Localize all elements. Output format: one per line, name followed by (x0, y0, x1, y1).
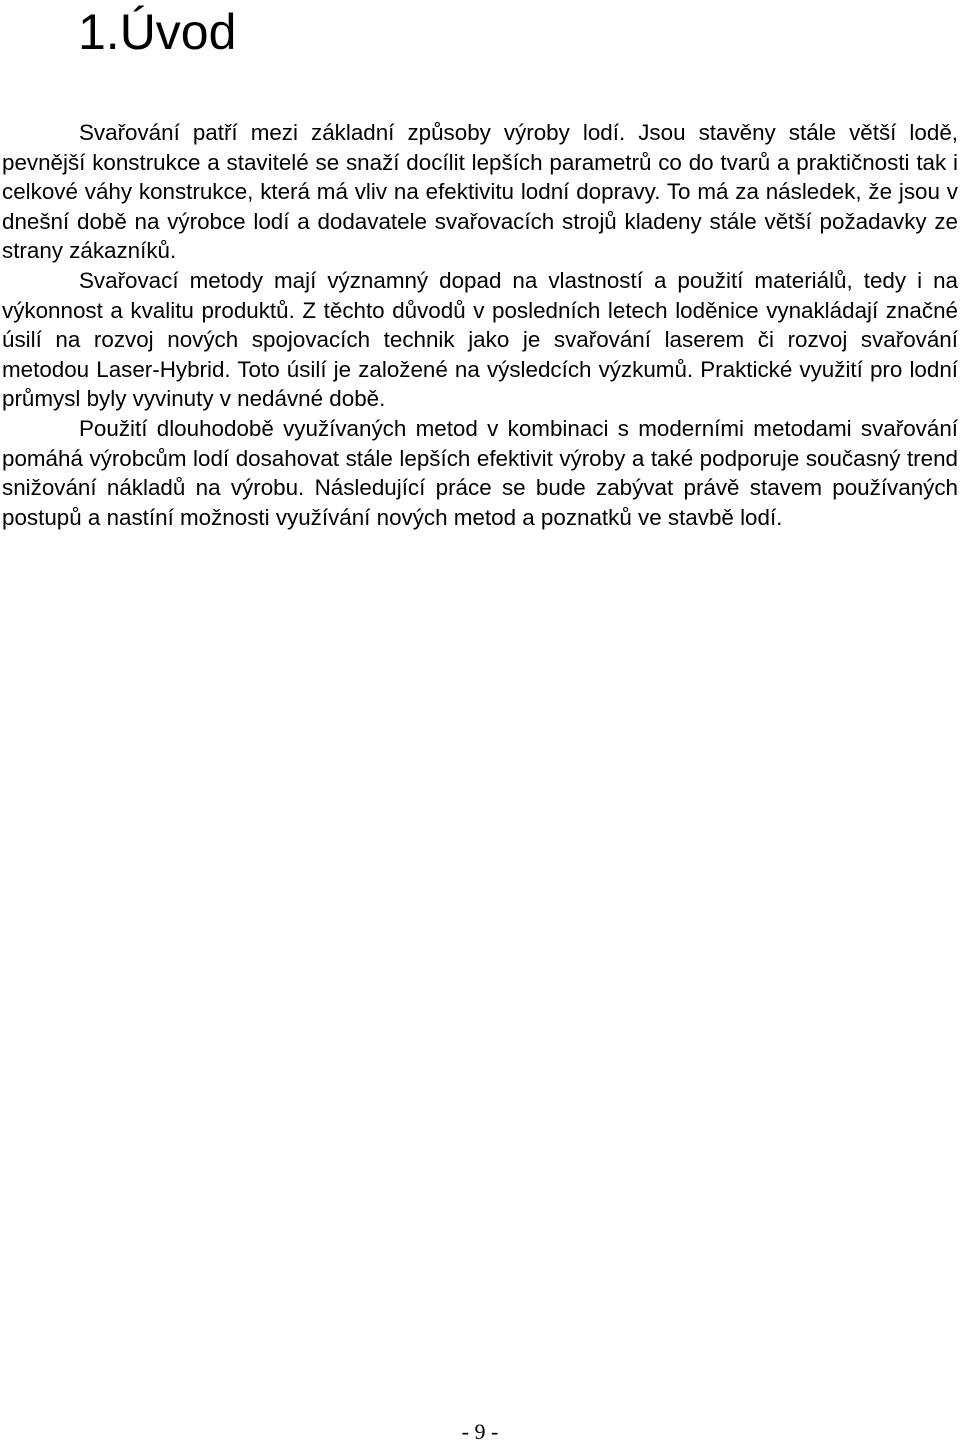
page-number: - 9 - (461, 1419, 499, 1444)
paragraph-combined-methods: Použití dlouhodobě využívaných metod v kombinaci s moderními metodami svařování pomáhá výrobcům lodí dosahovat stále lepších efektivit výroby a také podporuje současný trend snižování nákladů na výrobu. Následující práce se bude zabývat právě stavem používaných postupů a nastíní možnosti využívání nových metod a poznatků ve stavbě lodí. (2, 415, 958, 530)
body-text (2, 118, 958, 532)
paragraph-intro: Svařování patří mezi základní způsoby výroby lodí. Jsou stavěny stále větší lodě, pevnější konstrukce a stavitelé se snaží docílit lepších parametrů co do tvarů a praktičnosti tak i celkové váhy konstrukce, která má vliv na efektivitu lodní dopravy. To má za následek, že jsou v dnešní době na výrobce lodí a dodavatele svařovacích strojů kladeny stále větší požadavky ze strany zákazníků. (2, 120, 958, 264)
paragraph-welding-methods: Svařovací metody mají významný dopad na vlastností a použití materiálů, tedy i na výkonnost a kvalitu produktů. Z těchto důvodů v posledních letech loděnice vynakládají značné úsilí na rozvoj nových spojovacích technik jako je svařování laserem či rozvoj svařování metodou Laser-Hybrid. Toto úsilí je založené na výsledcích výzkumů. Praktické využití pro lodní průmysl byly vyvinuty v nedávné době. (2, 267, 958, 412)
chapter-title: 1.Úvod (78, 4, 237, 60)
